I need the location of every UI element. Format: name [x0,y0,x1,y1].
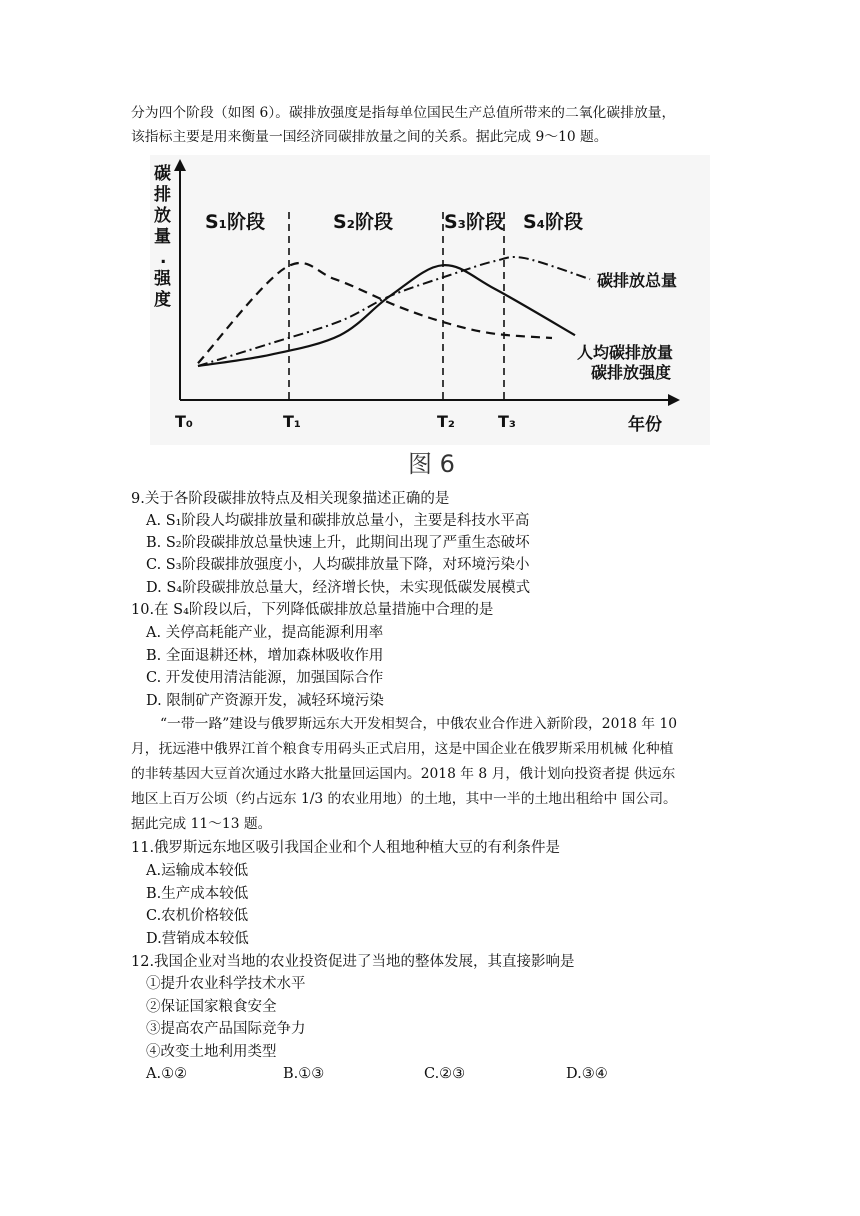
y-axis-label-char: 放 [154,206,171,226]
x-tick-t0: T₀ [175,412,193,431]
q10-option-a: A. 关停高耗能产业，提高能源利用率 [146,625,384,641]
stage-label-s3: S₃阶段 [444,211,505,233]
q11-option-c: C.农机价格较低 [146,908,249,924]
intro-line-1: 分为四个阶段（如图 6）。碳排放强度是指每单位国民生产总值所带来的二氧化碳排放量， [131,105,676,121]
x-tick-t1: T₁ [283,412,301,431]
q12-option-a: A.①② [146,1066,188,1082]
x-tick-t2: T₂ [437,412,455,431]
q9-option-a: A. S₁阶段人均碳排放量和碳排放总量小，主要是科技水平高 [146,513,530,529]
q11-option-d: D.营销成本较低 [146,931,249,947]
stage-label-s1: S₁阶段 [205,211,266,233]
y-axis-label [153,164,172,310]
y-axis-label-char: 排 [154,185,171,205]
y-axis-label-char: 量 [154,227,171,247]
question-10-stem: 10.在 S₄阶段以后，下列降低碳排放总量措施中合理的是 [131,602,494,618]
series-label-per-capita: 人均碳排放量 [577,343,674,362]
q12-item-4: ④改变土地利用类型 [146,1044,277,1060]
stage-label-s4: S₄阶段 [523,211,584,233]
q12-item-1: ①提升农业科学技术水平 [146,976,306,992]
q12-item-3: ③提高农产品国际竞争力 [146,1021,306,1037]
passage-line-1: “一带一路”建设与俄罗斯远东大开发相契合，中俄农业合作进入新阶段，2018 年 10 [160,716,678,732]
q9-option-c: C. S₃阶段碳排放强度小，人均碳排放量下降，对环境污染小 [146,557,530,573]
passage-line-3: 的非转基因大豆首次通过水路大批量回运国内。2018 年 8 月，俄计划向投资者提 供远东 [131,766,676,782]
q10-option-b: B. 全面退耕还林，增加森林吸收作用 [146,648,384,664]
intro-line-2: 该指标主要是用来衡量一国经济同碳排放量之间的关系。据此完成 9～10 题。 [131,129,608,145]
figure-6-chart [150,155,710,445]
q10-option-c: C. 开发使用清洁能源，加强国际合作 [146,670,384,686]
stage-label-s2: S₂阶段 [333,211,394,233]
q9-option-d: D. S₄阶段碳排放总量大，经济增长快，未实现低碳发展模式 [146,580,531,596]
passage-line-5: 据此完成 11～13 题。 [131,816,272,832]
y-axis-label-char: 度 [154,290,171,310]
question-11-stem: 11.俄罗斯远东地区吸引我国企业和个人租地种植大豆的有利条件是 [131,840,561,856]
series-label-intensity: 碳排放强度 [591,363,672,382]
q9-option-b: B. S₂阶段碳排放总量快速上升，此期间出现了严重生态破坏 [146,535,530,551]
q12-option-c: C.②③ [424,1066,466,1082]
y-axis-label-char: 强 [154,269,171,289]
q12-option-b: B.①③ [283,1066,325,1082]
q11-option-b: B.生产成本较低 [146,886,249,902]
x-tick-t3: T₃ [498,412,516,431]
q12-item-2: ②保证国家粮食安全 [146,999,277,1015]
q11-option-a: A.运输成本较低 [146,863,249,879]
q12-option-d: D.③④ [566,1066,608,1082]
question-12-stem: 12.我国企业对当地的农业投资促进了当地的整体发展，其直接影响是 [131,954,575,970]
y-axis-label-char: 碳 [154,164,171,184]
series-label-total: 碳排放总量 [597,271,678,290]
y-axis-label-char: . [160,248,167,268]
passage-line-4: 地区上百万公顷（约占远东 1/3 的农业用地）的土地，其中一半的土地出租给中 国公司。 [131,791,677,807]
figure-caption: 图 6 [408,450,455,478]
q10-option-d: D. 限制矿产资源开发，减轻环境污染 [146,693,384,709]
x-axis-label: 年份 [628,415,662,435]
passage-line-2: 月，抚远港中俄界江首个粮食专用码头正式启用，这是中国企业在俄罗斯采用机械 化种植 [131,741,674,757]
chart-background [150,155,710,445]
question-9-stem: 9.关于各阶段碳排放特点及相关现象描述正确的是 [131,491,450,507]
